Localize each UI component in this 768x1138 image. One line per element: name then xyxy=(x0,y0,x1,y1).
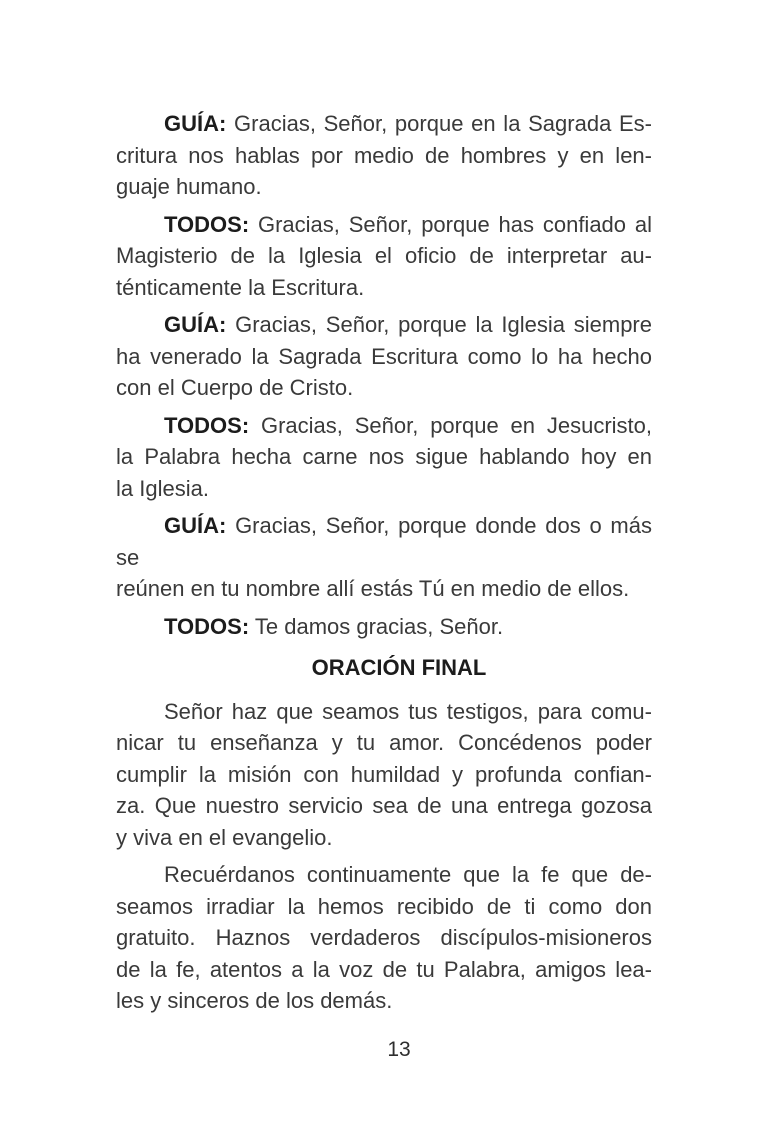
text-line: la Iglesia. xyxy=(116,475,209,501)
speaker-label: GUÍA: xyxy=(164,312,227,337)
prayer-paragraph xyxy=(116,696,652,854)
speaker-label: TODOS: xyxy=(164,412,250,438)
text-line: TODOS: Gracias, Señor, porque en Jesucristo, xyxy=(164,412,652,438)
section-heading: ORACIÓN FINAL xyxy=(311,655,487,680)
page-footer xyxy=(116,1039,652,1061)
text-line: seamos irradiar la hemos recibido de ti como don xyxy=(116,893,652,919)
text-line: reúnen en tu nombre allí estás Tú en medio de ellos. xyxy=(116,576,630,601)
text-line: gratuito. Haznos verdaderos discípulos-misioneros xyxy=(116,925,652,950)
text-line: de la fe, atentos a la voz de tu Palabra, amigos lea- xyxy=(116,956,652,982)
text-line: GUÍA: Gracias, Señor, porque donde dos o más se xyxy=(116,513,652,570)
dialogue-paragraph xyxy=(116,309,652,404)
speaker-label: GUÍA: xyxy=(164,111,227,136)
speaker-label: GUÍA: xyxy=(164,513,227,538)
text-line: TODOS: Gracias, Señor, porque has confiado al xyxy=(164,211,652,237)
prayer-paragraph xyxy=(116,859,652,1017)
page-number: 13 xyxy=(387,1038,411,1061)
text-line: nicar tu enseñanza y tu amor. Concédenos poder xyxy=(116,730,652,755)
text-line: za. Que nuestro servicio sea de una entrega gozosa xyxy=(116,793,652,818)
text-line: la Palabra hecha carne nos sigue hablando hoy en xyxy=(116,444,652,469)
text-line: guaje humano. xyxy=(116,174,262,199)
dialogue-paragraph xyxy=(116,611,652,643)
text-line: Señor haz que seamos tus testigos, para comu- xyxy=(164,698,652,724)
dialogue-paragraph xyxy=(116,209,652,304)
text-line: Magisterio de la Iglesia el oficio de interpretar au- xyxy=(116,243,652,268)
speaker-label: TODOS: xyxy=(164,211,250,237)
dialogue-section xyxy=(116,108,652,642)
text-line: con el Cuerpo de Cristo. xyxy=(116,375,354,400)
text-line: ténticamente la Escritura. xyxy=(116,274,365,300)
text-line: Recuérdanos continuamente que la fe que de- xyxy=(164,862,652,887)
text-line: TODOS: Te damos gracias, Señor. xyxy=(164,613,504,639)
text-line: ha venerado la Sagrada Escritura como lo ha hecho xyxy=(116,343,652,369)
speaker-label: TODOS: xyxy=(164,613,250,639)
text-line: les y sinceros de los demás. xyxy=(116,988,393,1013)
dialogue-paragraph xyxy=(116,410,652,505)
text-line: GUÍA: Gracias, Señor, porque en la Sagrada Es- xyxy=(164,111,652,136)
text-line: cumplir la misión con humildad y profunda confian- xyxy=(116,761,652,787)
final-prayer-section xyxy=(116,696,652,1017)
dialogue-paragraph xyxy=(116,108,652,203)
text-block xyxy=(116,0,652,1017)
text-line: critura nos hablas por medio de hombres y en len- xyxy=(116,142,652,168)
dialogue-paragraph xyxy=(116,510,652,605)
text-line: y viva en el evangelio. xyxy=(116,824,333,850)
text-line: GUÍA: Gracias, Señor, porque la Iglesia siempre xyxy=(164,312,652,337)
